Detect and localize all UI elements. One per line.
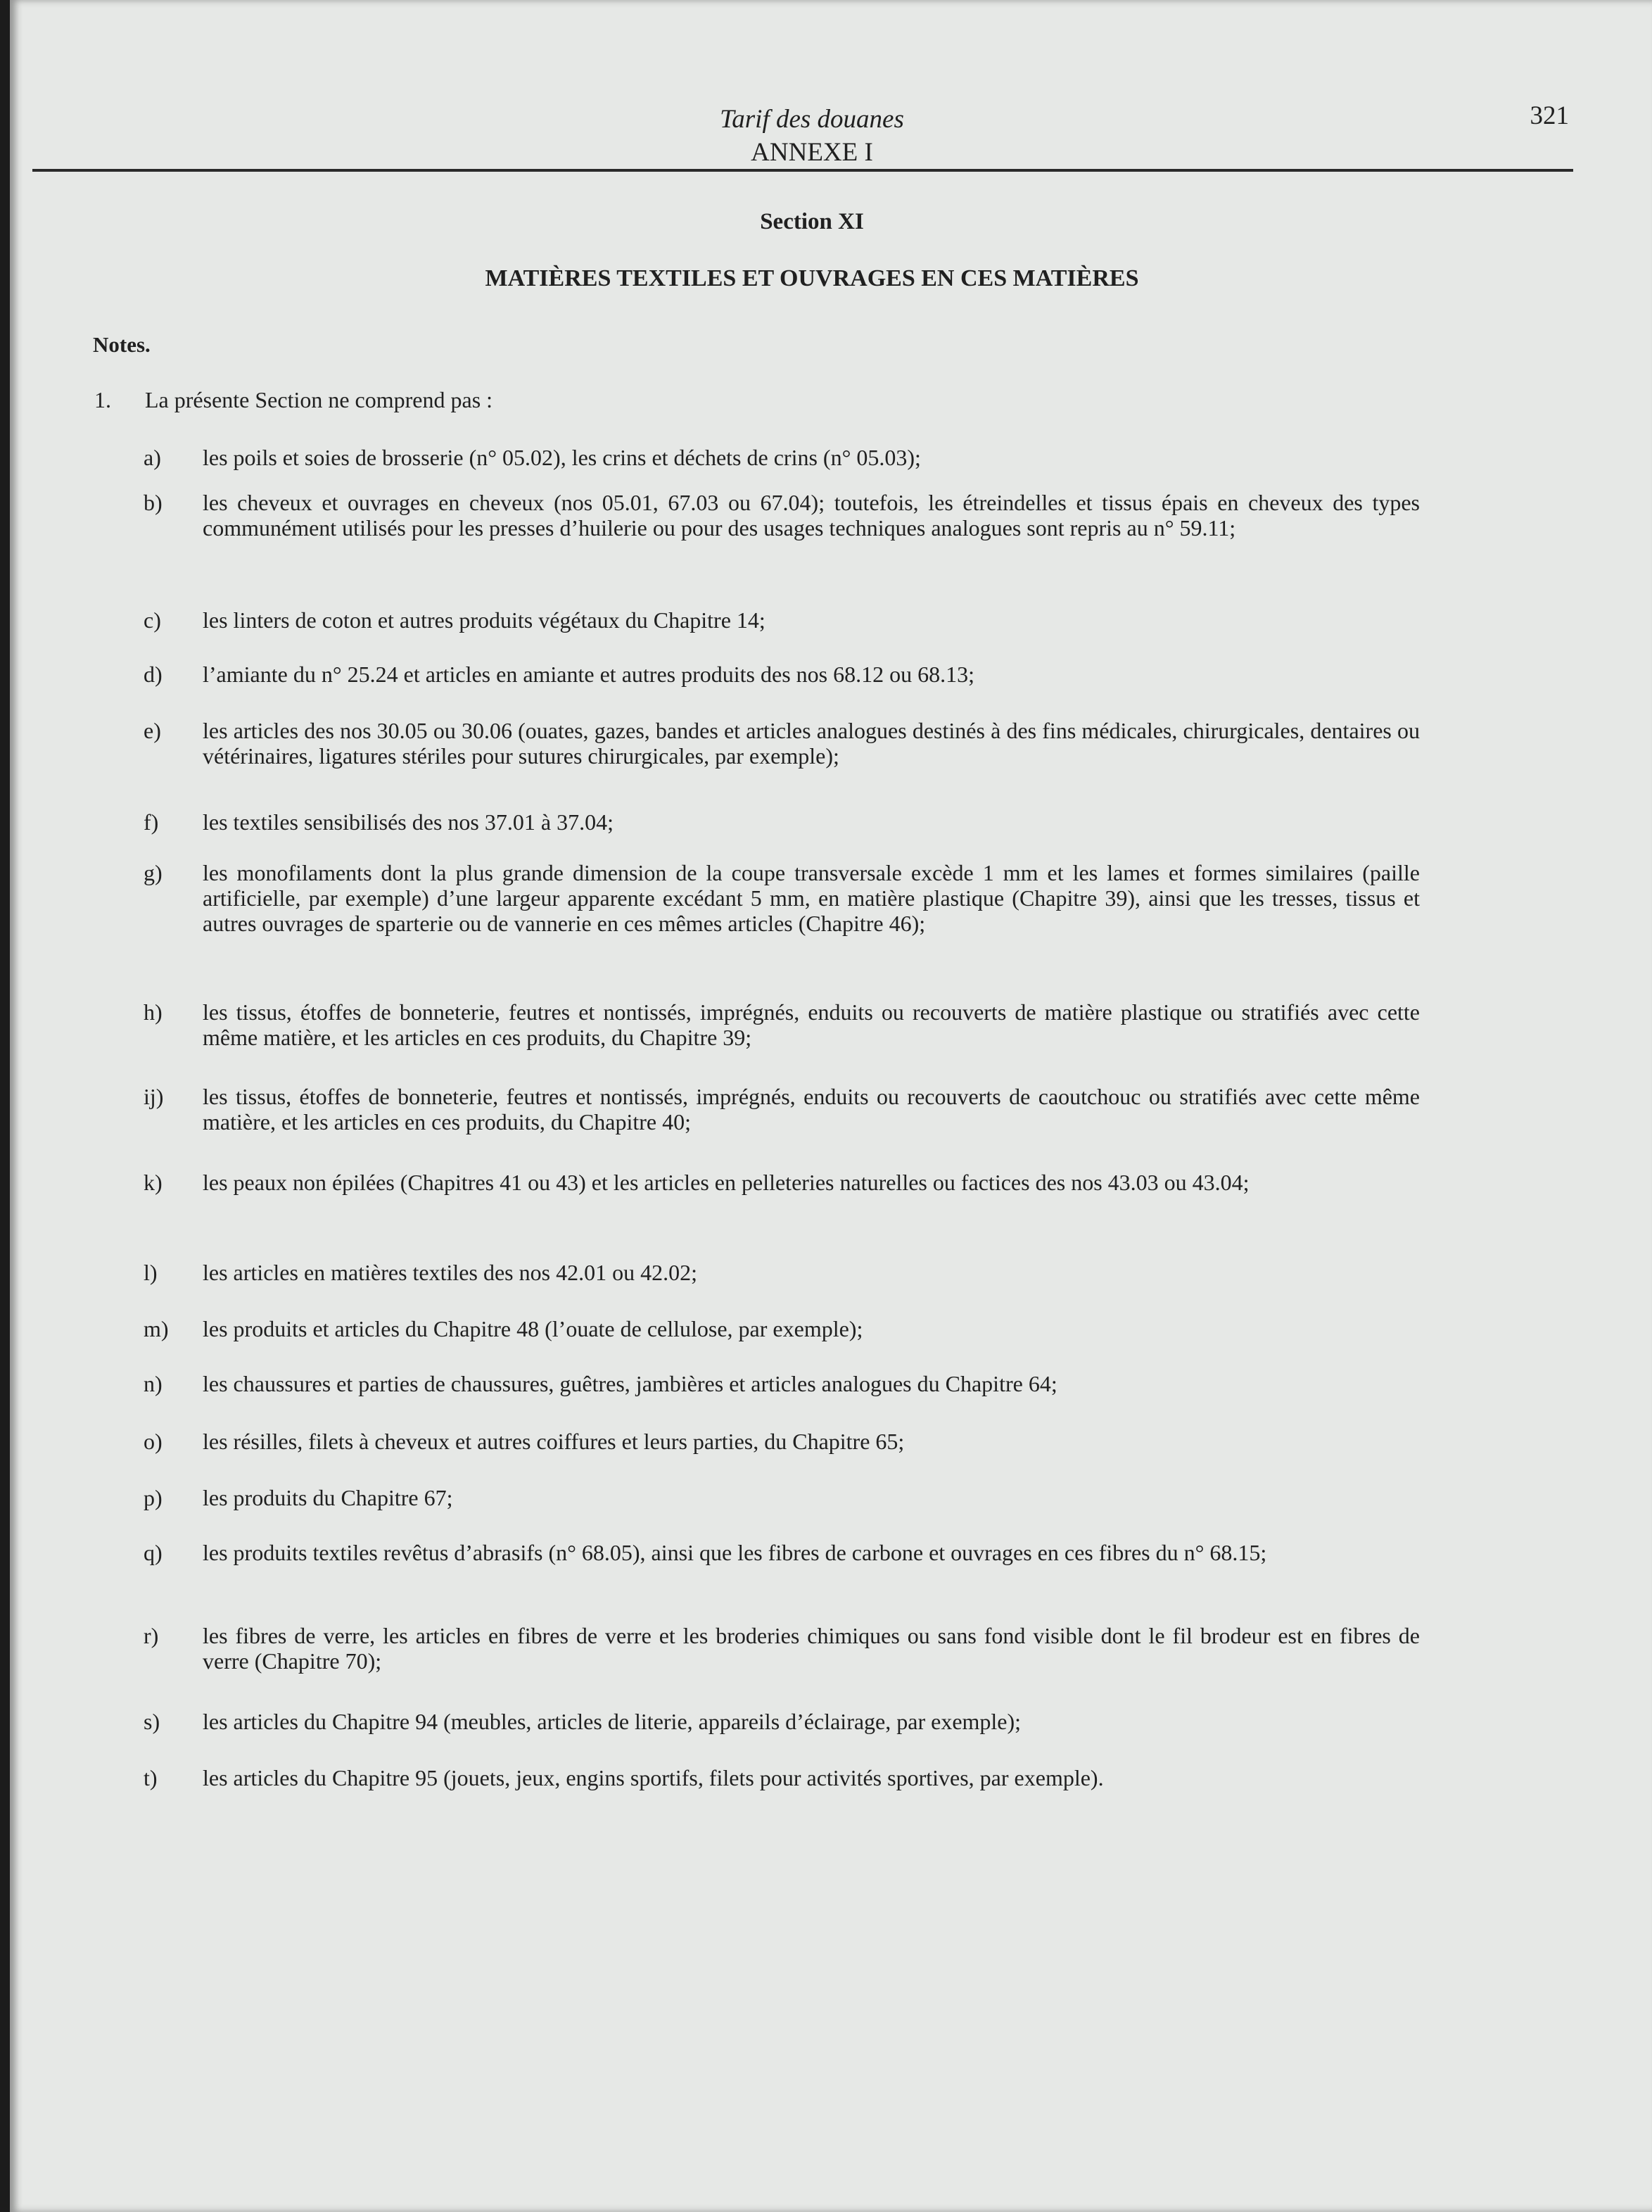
list-item-letter: q) xyxy=(144,1540,163,1565)
list-item-letter: t) xyxy=(144,1765,158,1790)
list-item-text: les peaux non épilées (Chapitres 41 ou 43) et les articles en pelleteries naturelles ou factices des nos 43.03 ou 43.04; xyxy=(203,1170,1250,1195)
section-subtitle: MATIÈRES TEXTILES ET OUVRAGES EN CES MATIÈRES xyxy=(485,265,1139,291)
list-item-text: les résilles, filets à cheveux et autres coiffures et leurs parties, du Chapitre 65; xyxy=(203,1429,905,1454)
list-item-text: les chaussures et parties de chaussures, guêtres, jambières et articles analogues du Chapitre 64; xyxy=(203,1371,1057,1396)
list-item-text: l’amiante du n° 25.24 et articles en amiante et autres produits des nos 68.12 ou 68.13; xyxy=(203,662,974,687)
page-number: 321 xyxy=(1530,101,1569,130)
list-item-letter: r) xyxy=(144,1623,159,1648)
list-item-text: les produits du Chapitre 67; xyxy=(203,1485,453,1510)
list-item-text: les articles du Chapitre 95 (jouets, jeux, engins sportifs, filets pour activités sportives, par exemple). xyxy=(203,1765,1104,1790)
list-item-letter: e) xyxy=(144,718,161,743)
list-item-letter: a) xyxy=(144,445,161,470)
list-item-letter: k) xyxy=(144,1170,163,1195)
list-item-text: les articles des nos 30.05 ou 30.06 (ouates, gazes, bandes et articles analogues destinés à des fins médicales, chirurgicales, dentaires ou vétérinaires, ligatures stériles pour sutures chirurgicales, par exemple); xyxy=(203,718,1420,769)
list-item-text: les linters de coton et autres produits végétaux du Chapitre 14; xyxy=(203,607,765,633)
running-header-annex: ANNEXE I xyxy=(751,138,873,167)
list-item-letter: o) xyxy=(144,1429,163,1454)
list-item-letter: s) xyxy=(144,1709,160,1734)
header-rule xyxy=(32,169,1573,172)
list-item-letter: h) xyxy=(144,999,163,1025)
list-item-letter: p) xyxy=(144,1485,163,1510)
note-number: 1. xyxy=(94,387,111,412)
list-item-letter: c) xyxy=(144,607,161,633)
list-item-text: les cheveux et ouvrages en cheveux (nos 05.01, 67.03 ou 67.04); toutefois, les étreindelles et tissus épais en cheveux des types communément utilisés pour les presses d’huilerie ou pour des usages techniques analogues sont repris au n° 59.11; xyxy=(203,490,1420,541)
list-item-letter: g) xyxy=(144,860,163,885)
list-item-text: les produits et articles du Chapitre 48 (l’ouate de cellulose, par exemple); xyxy=(203,1316,863,1341)
list-item-text: les monofilaments dont la plus grande dimension de la coupe transversale excède 1 mm et les lames et formes similaires (paille artificielle, par exemple) d’une largeur apparente excédant 5 mm, en matière plastique (Chapitre 39), ainsi que les tresses, tissus et autres ouvrages de sparterie ou de vannerie en ces mêmes articles (Chapitre 46); xyxy=(203,860,1420,936)
list-item-text: les textiles sensibilisés des nos 37.01 à 37.04; xyxy=(203,809,614,835)
list-item-text: les produits textiles revêtus d’abrasifs (n° 68.05), ainsi que les fibres de carbone et ouvrages en ces fibres du n° 68.15; xyxy=(203,1540,1267,1565)
notes-heading: Notes. xyxy=(93,332,151,357)
list-item-text: les articles du Chapitre 94 (meubles, articles de literie, appareils d’éclairage, par exemple); xyxy=(203,1709,1022,1734)
list-item-letter: n) xyxy=(144,1371,163,1396)
list-item-letter: l) xyxy=(144,1260,158,1285)
list-item-text: les fibres de verre, les articles en fibres de verre et les broderies chimiques ou sans fond visible dont le fil brodeur est en fibres de verre (Chapitre 70); xyxy=(203,1623,1420,1674)
running-header-title: Tarif des douanes xyxy=(720,105,904,134)
section-title: Section XI xyxy=(760,209,864,234)
list-item-text: les articles en matières textiles des nos 42.01 ou 42.02; xyxy=(203,1260,697,1285)
list-item-letter: b) xyxy=(144,490,163,515)
document-page xyxy=(10,0,1652,2212)
list-item-text: les tissus, étoffes de bonneterie, feutres et nontissés, imprégnés, enduits ou recouverts de matière plastique ou stratifiés avec cette même matière, et les articles en ces produits, du Chapitre 39; xyxy=(203,999,1420,1050)
list-item-letter: m) xyxy=(144,1316,169,1341)
list-item-letter: f) xyxy=(144,809,159,835)
list-item-letter: d) xyxy=(144,662,163,687)
list-item-text: les tissus, étoffes de bonneterie, feutres et nontissés, imprégnés, enduits ou recouverts de caoutchouc ou stratifiés avec cette même matière, et les articles en ces produits, du Chapitre 40; xyxy=(203,1084,1420,1135)
list-item-text: les poils et soies de brosserie (n° 05.02), les crins et déchets de crins (n° 05.03); xyxy=(203,445,921,470)
note-intro-text: La présente Section ne comprend pas : xyxy=(145,387,493,412)
list-item-letter: ij) xyxy=(144,1084,164,1109)
